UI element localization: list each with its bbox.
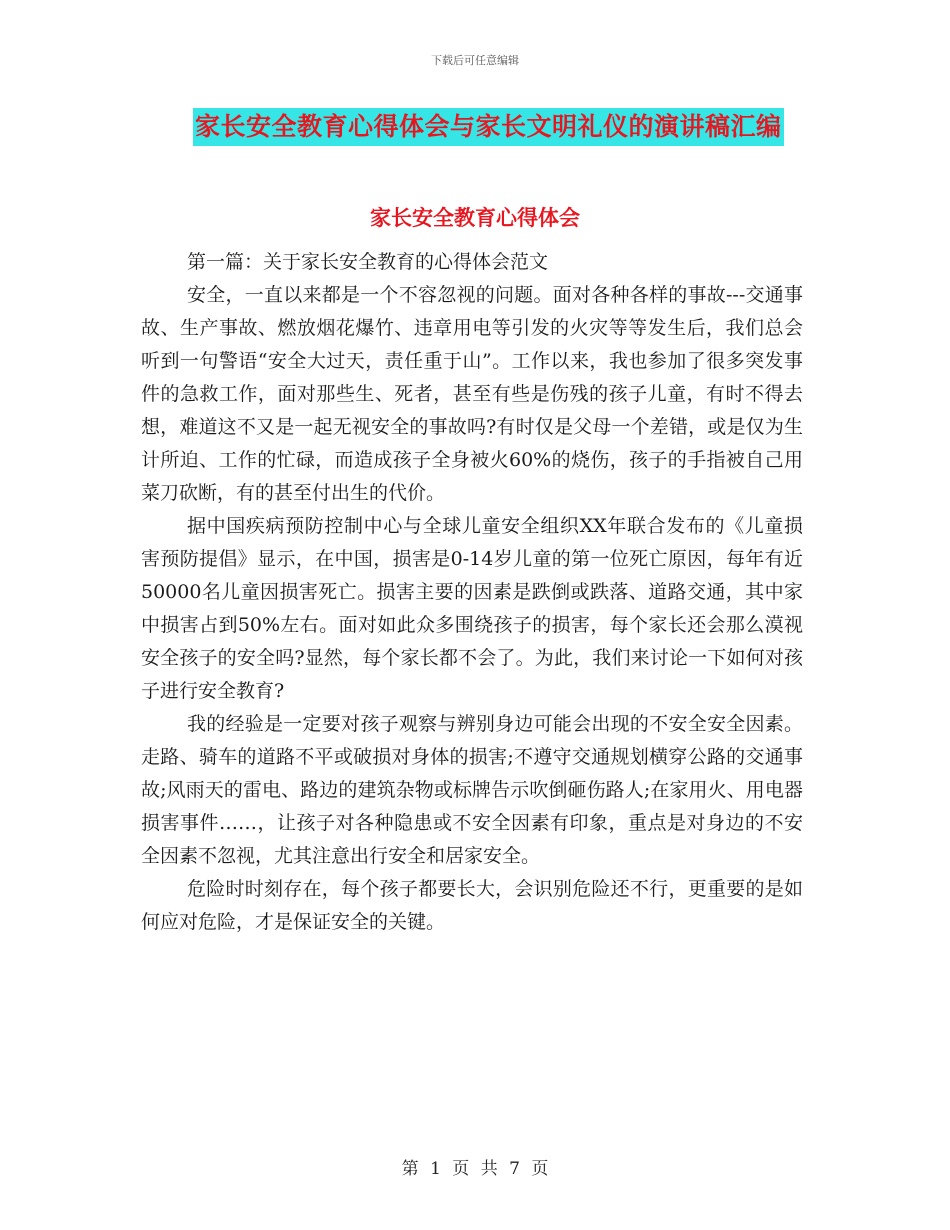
page-footer: 第 1 页 共 7 页 xyxy=(401,1159,549,1179)
paragraph-1: 第一篇：关于家长安全教育的心得体会范文 xyxy=(187,251,549,273)
paragraph-3: 据中国疾病预防控制中心与全球儿童安全组织XX年联合发布的《儿童损害预防提倡》显示，在中国，损害是0-14岁儿童的第一位死亡原因，每年有近50000名儿童因损害死亡。损害主要的因素是跌倒或跌落、道路交通，其中家中损害占到50%左右。面对如此众多围绕孩子的损害，每个家长还会那么漠视安全孩子的安全吗?显然，每个家长都不会了。为此，我们来讨论一下如何对孩子进行安全教育? xyxy=(141,515,803,702)
paragraph-4: 我的经验是一定要对孩子观察与辨别身边可能会出现的不安全安全因素。走路、骑车的道路不平或破损对身体的损害;不遵守交通规划横穿公路的交通事故;风雨天的雷电、路边的建筑杂物或标牌告示吹倒砸伤路人;在家用火、用电器损害事件……，让孩子对各种隐患或不安全因素有印象，重点是对身边的不安全因素不忽视，尤其注意出行安全和居家安全。 xyxy=(141,713,803,867)
paragraph-2: 安全，一直以来都是一个不容忽视的问题。面对各种各样的事故---交通事故、生产事故、燃放烟花爆竹、违章用电等引发的火灾等等发生后，我们总会听到一句警语“安全大过天，责任重于山”。工作以来，我也参加了很多突发事件的急救工作，面对那些生、死者，甚至有些是伤残的孩子儿童，有时不得去想，难道这不又是一起无视安全的事故吗?有时仅是父母一个差错，或是仅为生计所迫、工作的忙碌，而造成孩子全身被火60%的烧伤，孩子的手指被自己用菜刀砍断，有的甚至付出生的代价。 xyxy=(141,284,803,504)
section-title: 家长安全教育心得体会 xyxy=(370,206,580,230)
paragraph-5: 危险时时刻存在，每个孩子都要长大，会识别危险还不行，更重要的是如何应对危险，才是保证安全的关键。 xyxy=(141,878,803,933)
header-note: 下载后可任意编辑 xyxy=(431,54,519,67)
main-title-wrap xyxy=(193,108,784,146)
body-text xyxy=(141,246,803,939)
main-title: 家长安全教育心得体会与家长文明礼仪的演讲稿汇编 xyxy=(193,108,784,146)
